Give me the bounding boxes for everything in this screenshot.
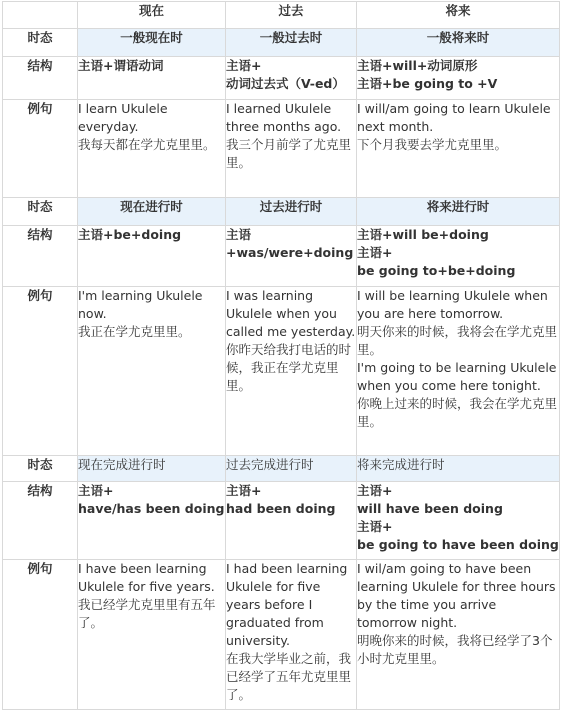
example-english: I'm learning Ukulele now. [78, 288, 203, 321]
structure-cell [78, 482, 226, 560]
structure-line: 主语+will+动词原形 [357, 58, 478, 73]
tense-name: 过去进行时 [226, 198, 357, 226]
structure-cell [357, 57, 560, 100]
structure-line: had been doing [226, 501, 336, 516]
example-english: I had been learning Ukulele for five years before I graduated from university. [226, 561, 348, 648]
structure-line: will have been doing [357, 501, 503, 516]
example-cell [226, 287, 357, 456]
tense-label: 时态 [3, 198, 78, 226]
example-cell [226, 560, 357, 710]
tense-table [2, 1, 560, 710]
structure-line: be going to+be+doing [357, 263, 516, 278]
structure-line: 主语+谓语动词 [78, 58, 164, 73]
structure-cell [357, 482, 560, 560]
example-row [3, 100, 560, 198]
tense-name: 现在进行时 [78, 198, 226, 226]
structure-line: 主语+be going to +V [357, 76, 498, 91]
header-empty-cell [3, 2, 78, 29]
structure-row [3, 482, 560, 560]
tense-label: 时态 [3, 29, 78, 57]
structure-line: 主语+ [357, 519, 393, 534]
structure-line: 主语+be+doing [78, 227, 182, 242]
structure-cell [357, 226, 560, 287]
structure-line: 主语+will be+doing [357, 227, 489, 242]
example-english: I was learning Ukulele when you called me yesterday. [226, 288, 356, 339]
example-label: 例句 [3, 100, 78, 198]
example-chinese: 我三个月前学了尤克里里。 [226, 137, 352, 170]
structure-line: 主语+ [226, 58, 262, 73]
example-chinese: 你昨天给我打电话的时候，我正在学尤克里里。 [226, 342, 352, 393]
tense-row [3, 456, 560, 482]
structure-line: be going to have been doing [357, 537, 559, 552]
structure-line: have/has been doing [78, 501, 225, 516]
tense-name: 将来完成进行时 [357, 456, 560, 482]
example-english: I have been learning Ukulele for five years. [78, 561, 215, 594]
structure-row [3, 57, 560, 100]
structure-cell [78, 57, 226, 100]
structure-line: 主语+ [357, 245, 393, 260]
structure-label: 结构 [3, 57, 78, 100]
example-row [3, 560, 560, 710]
example-chinese: 下个月我要去学尤克里里。 [357, 137, 508, 152]
example-label: 例句 [3, 560, 78, 710]
example-chinese: 明天你来的时候，我将会在学尤克里里。 [357, 324, 558, 357]
example-label: 例句 [3, 287, 78, 456]
example-cell [226, 100, 357, 198]
tense-name: 现在完成进行时 [78, 456, 226, 482]
tense-row [3, 198, 560, 226]
structure-line: 主语+ [226, 483, 262, 498]
tense-name: 一般现在时 [78, 29, 226, 57]
example-english: I learn Ukulele everyday. [78, 101, 168, 134]
example-cell [357, 560, 560, 710]
example-chinese: 我正在学尤克里里。 [78, 324, 191, 339]
tense-label: 时态 [3, 456, 78, 482]
example-cell [78, 100, 226, 198]
example-english: I learned Ukulele three months ago. [226, 101, 342, 134]
example-chinese: 明晚你来的时候，我将已经学了3个小时尤克里里。 [357, 633, 553, 666]
structure-row [3, 226, 560, 287]
example-cell [357, 100, 560, 198]
example-chinese: 在我大学毕业之前，我已经学了五年尤克里里了。 [226, 651, 352, 702]
structure-cell [226, 482, 357, 560]
header-row [3, 2, 560, 29]
example-cell [357, 287, 560, 456]
example-cell [78, 560, 226, 710]
tense-name: 过去完成进行时 [226, 456, 357, 482]
example-chinese: 你晚上过来的时候，我会在学尤克里里。 [357, 396, 558, 429]
header-future: 将来 [357, 2, 560, 29]
structure-line: +was/were+doing [226, 245, 354, 260]
structure-label: 结构 [3, 482, 78, 560]
structure-line: 主语+ [78, 483, 114, 498]
structure-cell [226, 226, 357, 287]
tense-name: 一般将来时 [357, 29, 560, 57]
structure-label: 结构 [3, 226, 78, 287]
example-english: I'm going to be learning Ukulele when you come here tonight. [357, 360, 557, 393]
example-row [3, 287, 560, 456]
structure-cell [78, 226, 226, 287]
example-english: I will/am going to learn Ukulele next month. [357, 101, 551, 134]
example-chinese: 我每天都在学尤克里里。 [78, 137, 216, 152]
structure-line: 主语 [226, 227, 252, 242]
structure-line: 动词过去式（V-ed） [226, 76, 345, 91]
header-past: 过去 [226, 2, 357, 29]
structure-cell [226, 57, 357, 100]
example-english: I will be learning Ukulele when you are here tomorrow. [357, 288, 548, 321]
tense-row [3, 29, 560, 57]
header-present: 现在 [78, 2, 226, 29]
structure-line: 主语+ [357, 483, 393, 498]
example-cell [78, 287, 226, 456]
example-chinese: 我已经学尤克里里有五年了。 [78, 597, 216, 630]
tense-name: 将来进行时 [357, 198, 560, 226]
example-english: I wil/am going to have been learning Ukulele for three hours by the time you arrive tomorrow night. [357, 561, 556, 630]
tense-name: 一般过去时 [226, 29, 357, 57]
